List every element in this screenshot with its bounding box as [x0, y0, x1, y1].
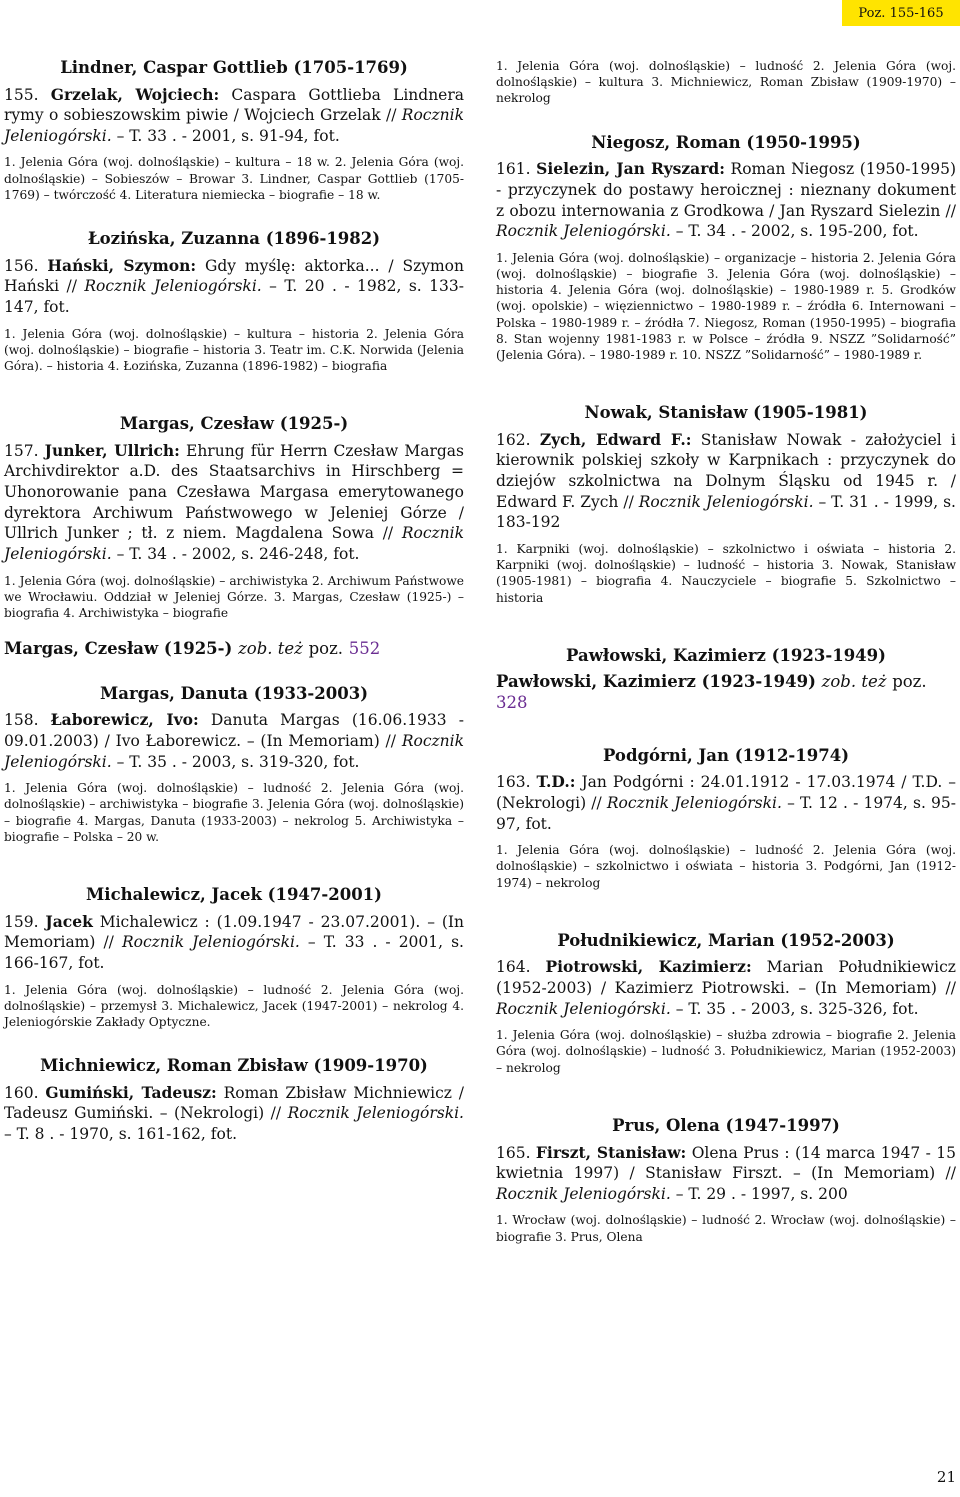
section-heading: Nowak, Stanisław (1905-1981) [584, 403, 868, 423]
entry-text: Ehrung für Herrn Czesław Margas Archivdirektor a.D. des Staatsarchivs in Hirschberg = Uhonorowanie pana Czesława Margasa emerytowanego dyrektora Archiwum Państwowego w Jeleniej Górze / Ullrich Junker ; tł. z niem. Magdalena Sowa // [4, 441, 464, 543]
subject-notes: 1. Jelenia Góra (woj. dolnośląskie) – ludność 2. Jelenia Góra (woj. dolnośląskie) – szkolnictwo i oświata – historia 3. Podgórni, Jan (1912-1974) – nekrolog [496, 843, 956, 890]
journal-title: Rocznik Jeleniogórski. [496, 999, 671, 1018]
see-also-title: Margas, Czesław (1925-) [4, 639, 233, 659]
entry-161 [496, 159, 956, 241]
entry-number: 161. [496, 160, 531, 179]
entry-details: – T. 34 . - 2002, s. 246-248, fot. [116, 544, 360, 563]
section-heading: Margas, Danuta (1933-2003) [99, 683, 368, 703]
right-column [496, 58, 956, 1245]
see-also-link[interactable]: 552 [348, 639, 381, 659]
entry-number: 159. [4, 912, 39, 931]
entry-165 [496, 1143, 956, 1205]
entry-number: 164. [496, 958, 531, 977]
left-column [4, 58, 464, 1245]
entry-164 [496, 957, 956, 1019]
see-also-poz: poz. [892, 672, 927, 692]
section-heading: Pawłowski, Kazimierz (1923-1949) [566, 645, 886, 665]
entry-number: 157. [4, 441, 39, 460]
see-also-label: zob. też [238, 639, 303, 659]
entry-number: 160. [4, 1083, 39, 1102]
section-heading: Południkiewicz, Marian (1952-2003) [557, 930, 895, 950]
subject-notes: 1. Jelenia Góra (woj. dolnośląskie) – ludność 2. Jelenia Góra (woj. dolnośląskie) – archiwistyka – biografie 3. Jelenia Góra (woj. dolnośląskie) – biografie 4. Margas, Danuta (1933-2003) – nekrolog 5. Archiwistyka – biografie – Polska – 20 w. [4, 781, 464, 844]
entry-160 [4, 1083, 464, 1145]
journal-title: Rocznik Jeleniogórski. [496, 1184, 671, 1203]
two-column-body [4, 58, 956, 1245]
section-heading: Podgórni, Jan (1912-1974) [602, 745, 850, 765]
section-heading: Margas, Czesław (1925-) [119, 414, 349, 434]
entry-text: Caspara Gottlieba Lindnera rymy o sobieszowskim piwie / Wojciech Grzelak // [4, 85, 464, 125]
see-also-title: Pawłowski, Kazimierz (1923-1949) [496, 672, 816, 692]
subject-notes: 1. Jelenia Góra (woj. dolnośląskie) – służba zdrowia – biografie 2. Jelenia Góra (woj. dolnośląskie) – ludność 3. Południkiewicz, Marian (1952-2003) – nekrolog [496, 1028, 956, 1075]
entry-author: Junker, Ullrich: [44, 440, 180, 460]
see-also-entry [4, 639, 464, 660]
subject-notes: 1. Jelenia Góra (woj. dolnośląskie) – kultura – historia 2. Jelenia Góra (woj. dolnośląskie) – biografie – historia 3. Teatr im. C.K. Norwida (Jelenia Góra). – historia 4. Łozińska, Zuzanna (1896-1982) – biografia [4, 326, 464, 373]
section-heading: Lindner, Caspar Gottlieb (1705-1769) [60, 58, 408, 77]
entry-text: Roman Niegosz (1950-1995) - przyczynek do postawy heroicznej : nieznany dokument z obozu internowania z Grodkowa / Jan Ryszard Sielezin // [496, 160, 956, 220]
section-heading: Michalewicz, Jacek (1947-2001) [86, 885, 382, 905]
entry-details: – T. 35 . - 2003, s. 319-320, fot. [116, 752, 360, 771]
subject-notes: 1. Jelenia Góra (woj. dolnośląskie) – ludność 2. Jelenia Góra (woj. dolnośląskie) – przemysł 3. Michalewicz, Jacek (1947-2001) – nekrolog 4. Jeleniogórskie Zakłady Optyczne. [4, 982, 464, 1029]
entry-details: – T. 8 . - 1970, s. 161-162, fot. [4, 1125, 237, 1144]
entry-text: Roman Zbisław Michniewicz / Tadeusz Gumiński. – (Nekrologi) // [4, 1083, 464, 1123]
entry-text: Stanisław Nowak - założyciel i kierownik polskiej szkoły w Karpnikach : przyczynek do dziejów szkolnictwa na Dolnym Śląsku od 1945 r. / Edward F. Zych // [496, 430, 957, 511]
entry-text: Gdy myślę: aktorka... / Szymon Hański // [4, 256, 465, 296]
journal-title: Rocznik Jeleniogórski. [496, 222, 671, 241]
subject-notes: 1. Wrocław (woj. dolnośląskie) – ludność 2. Wrocław (woj. dolnośląskie) – biografie 3. Prus, Olena [496, 1213, 956, 1244]
entry-155 [4, 85, 464, 147]
journal-title: Rocznik Jeleniogórski. [606, 793, 782, 812]
journal-title: Rocznik Jeleniogórski. [4, 106, 464, 145]
section-heading: Łozińska, Zuzanna (1896-1982) [87, 229, 381, 249]
entry-text: Olena Prus : (14 marca 1947 - 15 kwietnia 1997) / Stanisław Firszt. – (In Memoriam) // [496, 1143, 956, 1183]
entry-author: Gumiński, Tadeusz: [45, 1082, 217, 1102]
entry-number: 158. [4, 711, 39, 730]
see-also-label: zob. też [821, 672, 887, 692]
entry-text: Marian Południkiewicz (1952-2003) / Kazimierz Piotrowski. – (In Memoriam) // [496, 958, 956, 998]
page-number: 21 [936, 1468, 956, 1486]
entry-details: – T. 35 . - 2003, s. 325-326, fot. [675, 999, 919, 1018]
entry-158 [4, 710, 464, 772]
entry-author: Jacek [45, 911, 93, 931]
entry-details: – T. 33 . - 2001, s. 91-94, fot. [116, 126, 340, 145]
entry-163 [496, 772, 956, 834]
entry-author: Grzelak, Wojciech: [50, 84, 220, 104]
entry-number: 165. [496, 1143, 531, 1162]
entry-author: Hański, Szymon: [47, 255, 197, 275]
entry-details: – T. 31 . - 1999, s. 183-192 [496, 492, 956, 532]
position-range-badge: Poz. 155-165 [842, 0, 960, 26]
see-also-entry [496, 672, 956, 713]
entry-details: – T. 20 . - 1982, s. 133-147, fot. [4, 277, 464, 316]
entry-text: Jan Podgórni : 24.01.1912 - 17.03.1974 / T.D. – (Nekrologi) // [496, 773, 957, 812]
entry-text: Michalewicz : (1.09.1947 - 23.07.2001). – (In Memoriam) // [4, 912, 464, 952]
section-heading: Niegosz, Roman (1950-1995) [591, 132, 861, 152]
entry-author: Zych, Edward F.: [539, 429, 692, 449]
entry-157 [4, 441, 464, 565]
entry-number: 156. [4, 256, 39, 275]
subject-notes: 1. Jelenia Góra (woj. dolnośląskie) – kultura – 18 w. 2. Jelenia Góra (woj. dolnośląskie) – Sobieszów – Browar 3. Lindner, Caspar Gottlieb (1705-1769) – twórczość 4. Literatura niemiecka – biografie – 18 w. [4, 155, 464, 202]
entry-author: Sielezin, Jan Ryszard: [536, 159, 725, 179]
entry-author: Piotrowski, Kazimierz: [545, 957, 752, 977]
entry-number: 155. [4, 85, 39, 104]
journal-title: Rocznik Jeleniogórski. [4, 524, 464, 563]
entry-details: – T. 34 . - 2002, s. 195-200, fot. [675, 222, 919, 241]
subject-notes: 1. Jelenia Góra (woj. dolnośląskie) – organizacje – historia 2. Jelenia Góra (woj. dolnośląskie) – biografie 3. Jelenia Góra (woj. dolnośląskie) – historia 4. Jelenia Góra (woj. dolnośląskie) – 1980-1989 r. 5. Grodków (woj. opolskie) – więziennictwo – 1980-1989 r. – źródła 6. Internowani – Polska – 1980-1989 r. – źródła 7. Niegosz, Roman (1950-1995) – biografia 8. Stan wojenny 1981-1983 r. w Polsce – źródła 9. NSZZ ”Solidarność” (Jelenia Góra). – 1980-1989 r. 10. NSZZ ”Solidarność” – 1980-1989 r. [496, 250, 956, 363]
entry-159 [4, 912, 464, 974]
entry-details: – T. 33 . - 2001, s. 166-167, fot. [4, 933, 464, 972]
see-also-link[interactable]: 328 [496, 693, 528, 713]
entry-text: Danuta Margas (16.06.1933 - 09.01.2003) / Ivo Łaborewicz. – (In Memoriam) // [4, 711, 464, 751]
entry-author: Łaborewicz, Ivo: [50, 710, 199, 730]
journal-title: Rocznik Jeleniogórski. [84, 277, 262, 296]
entry-number: 162. [496, 430, 531, 449]
journal-title: Rocznik Jeleniogórski. [4, 732, 464, 771]
section-heading: Prus, Olena (1947-1997) [612, 1115, 840, 1135]
entry-author: Firszt, Stanisław: [535, 1142, 687, 1162]
subject-notes: 1. Karpniki (woj. dolnośląskie) – szkolnictwo i oświata – historia 2. Karpniki (woj. dolnośląskie) – ludność – historia 3. Nowak, Stanisław (1905-1981) – biografia 4. Nauczyciele – biografie 5. Szkolnictwo – historia [496, 541, 956, 605]
entry-162 [496, 430, 956, 533]
entry-number: 163. [496, 773, 531, 792]
subject-notes: 1. Jelenia Góra (woj. dolnośląskie) – archiwistyka 2. Archiwum Państwowe we Wrocławiu. Oddział w Jeleniej Górze. 3. Margas, Czesław (1925-) – biografia 4. Archiwistyka – biografie [4, 573, 464, 620]
section-heading: Michniewicz, Roman Zbisław (1909-1970) [40, 1056, 428, 1076]
journal-title: Rocznik Jeleniogórski. [287, 1104, 464, 1123]
entry-details: – T. 12 . - 1974, s. 95-97, fot. [496, 793, 956, 833]
subject-notes: 1. Jelenia Góra (woj. dolnośląskie) – ludność 2. Jelenia Góra (woj. dolnośląskie) – kultura 3. Michniewicz, Roman Zbisław (1909-1970) – nekrolog [496, 59, 956, 106]
entry-details: – T. 29 . - 1997, s. 200 [675, 1184, 848, 1203]
see-also-poz: poz. [308, 639, 344, 659]
journal-title: Rocznik Jeleniogórski. [638, 492, 814, 511]
entry-author: T.D.: [536, 772, 576, 792]
entry-156 [4, 256, 464, 318]
journal-title: Rocznik Jeleniogórski. [121, 933, 300, 952]
